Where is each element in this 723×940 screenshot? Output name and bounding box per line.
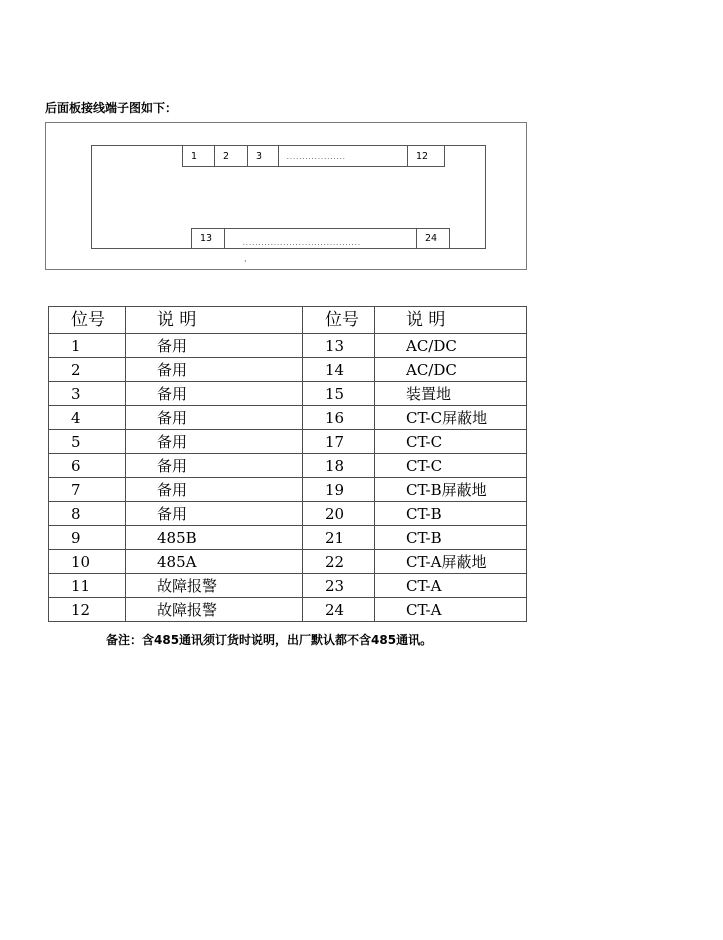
pin-number-cell: 15: [303, 382, 375, 406]
pin-number-cell: 19: [303, 478, 375, 502]
pin-number-cell: 1: [49, 334, 126, 358]
header-description: 说 明: [126, 307, 303, 334]
pin-description-cell: CT-A屏蔽地: [375, 550, 527, 574]
table-row: [49, 358, 527, 382]
pin-description-cell: 备用: [126, 502, 303, 526]
table-row: [49, 478, 527, 502]
pin-description-cell: 故障报警: [126, 598, 303, 622]
pin-number-cell: 13: [303, 334, 375, 358]
pin-description-cell: CT-B: [375, 526, 527, 550]
pin-number-cell: 14: [303, 358, 375, 382]
rear-panel-diagram: [45, 122, 527, 270]
table-row: [49, 454, 527, 478]
pin-number-cell: 21: [303, 526, 375, 550]
pin-number-cell: 2: [49, 358, 126, 382]
table-row: [49, 550, 527, 574]
pin-number-cell: 23: [303, 574, 375, 598]
pin-number-cell: 6: [49, 454, 126, 478]
pin-number-cell: 8: [49, 502, 126, 526]
table-row: [49, 430, 527, 454]
pin-description-cell: 备用: [126, 406, 303, 430]
table-row: [49, 574, 527, 598]
pin-description-cell: CT-B: [375, 502, 527, 526]
pin-description-cell: AC/DC: [375, 358, 527, 382]
diagram-dot-mark: ·: [244, 257, 247, 266]
pin-description-cell: 485B: [126, 526, 303, 550]
pin-description-cell: 装置地: [375, 382, 527, 406]
pin-description-cell: 故障报警: [126, 574, 303, 598]
table-row: [49, 502, 527, 526]
pin-description-cell: CT-C: [375, 454, 527, 478]
terminal-2: 2: [214, 145, 248, 167]
footnote: 备注：含485通讯须订货时说明，出厂默认都不含485通讯。: [106, 633, 433, 647]
pin-description-cell: 备用: [126, 430, 303, 454]
pin-number-cell: 11: [49, 574, 126, 598]
pin-description-cell: CT-C: [375, 430, 527, 454]
pin-number-cell: 22: [303, 550, 375, 574]
pin-number-cell: 9: [49, 526, 126, 550]
pin-number-cell: 12: [49, 598, 126, 622]
pin-number-cell: 18: [303, 454, 375, 478]
pin-number-cell: 10: [49, 550, 126, 574]
table-row: [49, 598, 527, 622]
pin-table-body: [49, 334, 527, 622]
pin-description-cell: 备用: [126, 454, 303, 478]
pin-number-cell: 17: [303, 430, 375, 454]
pin-description-cell: CT-C屏蔽地: [375, 406, 527, 430]
pin-description-cell: 485A: [126, 550, 303, 574]
pin-number-cell: 7: [49, 478, 126, 502]
table-row: [49, 406, 527, 430]
pin-description-cell: CT-B屏蔽地: [375, 478, 527, 502]
pin-description-cell: 备用: [126, 382, 303, 406]
pin-description-cell: 备用: [126, 358, 303, 382]
pin-description-cell: 备用: [126, 334, 303, 358]
table-row: [49, 334, 527, 358]
header-description: 说 明: [375, 307, 527, 334]
pin-number-cell: 5: [49, 430, 126, 454]
pin-number-cell: 16: [303, 406, 375, 430]
terminal-1: 1: [182, 145, 215, 167]
pin-number-cell: 4: [49, 406, 126, 430]
pin-description-cell: 备用: [126, 478, 303, 502]
terminal-range-dots-top: ...................: [286, 154, 346, 161]
pin-number-cell: 3: [49, 382, 126, 406]
terminal-3: 3: [247, 145, 279, 167]
pin-number-cell: 24: [303, 598, 375, 622]
terminal-12: 12: [407, 145, 445, 167]
pin-description-table: [48, 306, 527, 622]
pin-number-cell: 20: [303, 502, 375, 526]
table-header-row: [49, 307, 527, 334]
pin-description-cell: AC/DC: [375, 334, 527, 358]
header-pin: 位号: [303, 307, 375, 334]
terminal-24: 24: [416, 228, 450, 249]
pin-description-cell: CT-A: [375, 574, 527, 598]
terminal-range-dots-bottom: ......................................: [242, 240, 361, 247]
table-row: [49, 526, 527, 550]
pin-description-cell: CT-A: [375, 598, 527, 622]
section-heading: 后面板接线端子图如下：: [45, 101, 178, 115]
header-pin: 位号: [49, 307, 126, 334]
table-row: [49, 382, 527, 406]
terminal-13: 13: [191, 228, 225, 249]
